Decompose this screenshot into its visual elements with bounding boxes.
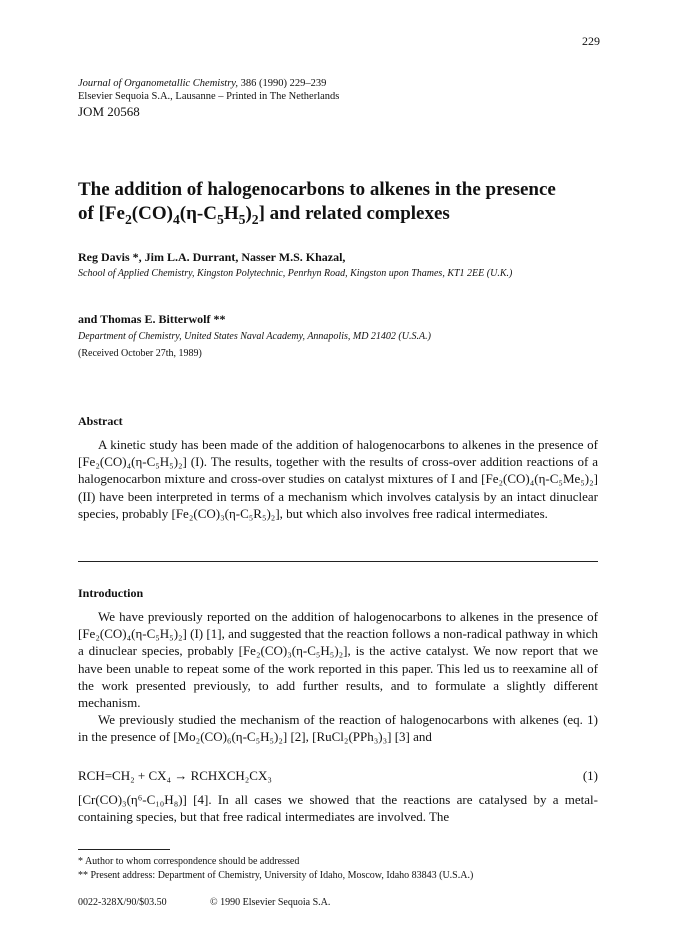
title-formula-text: (η-C (179, 203, 217, 224)
abstract-body (78, 436, 598, 522)
introduction-heading: Introduction (78, 586, 144, 600)
author-group-1: Reg Davis *, Jim L.A. Durrant, Nasser M.S. Khazal, (78, 250, 346, 264)
title-subscript: 4 (172, 211, 180, 227)
title-subscript: 5 (216, 211, 224, 227)
issn-price: 0022-328X/90/$03.50 (78, 897, 167, 908)
title-formula-text: of [Fe (78, 203, 125, 224)
intro-paragraph-3: [Cr(CO)₃(η⁶-C₁₀H₈)] [4]. In all cases we showed that the reactions are catalysed by a metal-containing species, but that free radical intermediates are involved. The (78, 792, 598, 825)
title-formula-text: ] and related complexes (258, 203, 450, 224)
article-title (78, 178, 618, 226)
title-line-2 (78, 202, 618, 226)
footnote-1: * Author to whom correspondence should be addressed (78, 856, 300, 867)
page-number: 229 (582, 34, 600, 48)
journal-citation (78, 78, 339, 103)
equation-1 (78, 768, 598, 784)
title-subscript: 2 (251, 211, 259, 227)
intro-paragraph-1: We have previously reported on the addition of halogenocarbons to alkenes in the presence of [Fe₂(CO)₄(η-C₅H₅)₂] (I) [1], and suggested that the reaction follows a non-radical pathway in which a dinuclear species, probably [Fe₂(CO)₃(η-C₅H₅)₂], is the active catalyst. We now report that we have been unable to repeat some of the work reported in this paper. This led us to reexamine all of the work presented previously, to add further results, and to formulate a slightly different mechanism. (78, 609, 598, 711)
copyright-notice: © 1990 Elsevier Sequoia S.A. (210, 897, 331, 908)
section-divider (78, 561, 598, 562)
title-subscript: 5 (238, 211, 246, 227)
title-formula-text: (CO) (131, 203, 173, 224)
title-subscript: 2 (124, 211, 132, 227)
intro-continuation (78, 791, 598, 825)
received-date: (Received October 27th, 1989) (78, 348, 202, 359)
title-line-1: The addition of halogenocarbons to alkenes in the presence (78, 179, 556, 200)
equation-number: (1) (582, 768, 598, 783)
author-group-2: and Thomas E. Bitterwolf ** (78, 312, 226, 326)
affiliation-1: School of Applied Chemistry, Kingston Polytechnic, Penrhyn Road, Kingston upon Thames, KT1 2EE (U.K.) (78, 268, 513, 279)
footnote-rule (78, 849, 170, 850)
affiliation-2: Department of Chemistry, United States Naval Academy, Annapolis, MD 21402 (U.S.A.) (78, 331, 431, 342)
journal-volume: 386 (1990) 229–239 (238, 78, 327, 89)
title-formula-text: H (223, 203, 239, 224)
introduction-body (78, 608, 598, 746)
jom-code: JOM 20568 (78, 104, 140, 119)
abstract-text: A kinetic study has been made of the addition of halogenocarbons to alkenes in the presence of [Fe₂(CO)₄(η-C₅H₅)₂] (I). The results, together with the results of cross-over addition reactions of a halogenocarbon mixture and cross-over studies on catalyst mixtures of I and [Fe₂(CO)₄(η-C₅Me₅)₂] (II) have been interpreted in terms of a mechanism which involves catalysis by an intact dinuclear species, probably [Fe₂(CO)₃(η-C₅R₅)₂], but which also involves free radical intermediates. (78, 437, 598, 521)
abstract-heading: Abstract (78, 414, 123, 428)
equation-text: RCH=CH₂ + CX₄ → RCHXCH₂CX₃ (78, 768, 272, 783)
journal-name: Journal of Organometallic Chemistry, (78, 78, 239, 89)
journal-publisher: Elsevier Sequoia S.A., Lausanne – Printed in The Netherlands (78, 90, 340, 102)
footnote-2: ** Present address: Department of Chemistry, University of Idaho, Moscow, Idaho 83843 (U.S.A.) (78, 870, 474, 881)
intro-paragraph-2: We previously studied the mechanism of the reaction of halogenocarbons with alkenes (eq. 1) in the presence of [Mo₂(CO)₆(η-C₅H₅)₂] [2], [RuCl₂(PPh₃)₃] [3] and (78, 712, 598, 745)
title-formula-text: ) (245, 203, 252, 224)
journal-line-1 (78, 78, 339, 91)
